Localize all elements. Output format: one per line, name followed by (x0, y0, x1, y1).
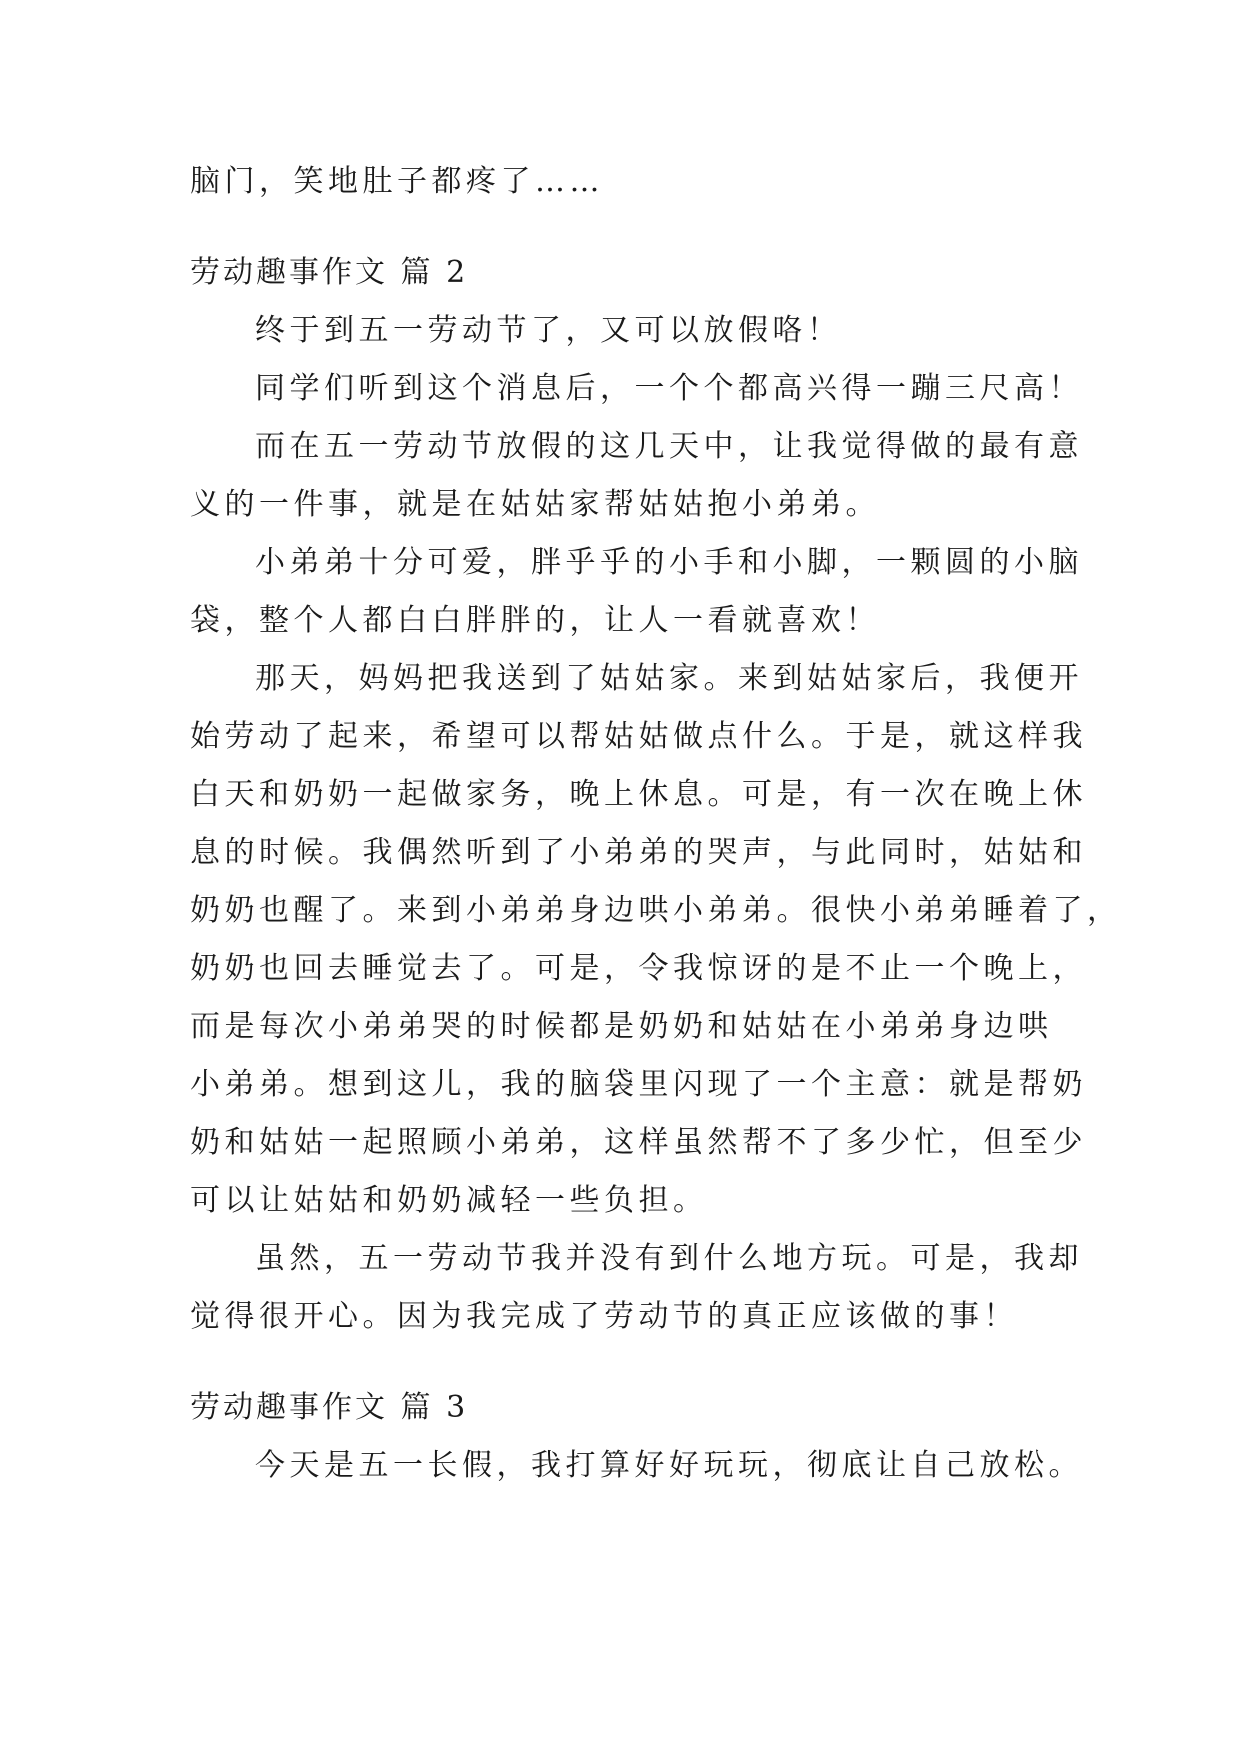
paragraph-line: 息的时候。我偶然听到了小弟弟的哭声，与此同时，姑姑和 (190, 835, 1087, 870)
paragraph-line: 袋，整个人都白白胖胖的，让人一看就喜欢！ (190, 603, 880, 638)
paragraph-line: 今天是五一长假，我打算好好玩玩，彻底让自己放松。 (255, 1448, 1083, 1483)
section-title-2: 劳动趣事作文 篇 2 (190, 255, 469, 290)
paragraph-line: 小弟弟十分可爱，胖乎乎的小手和小脚，一颗圆的小脑 (255, 545, 1083, 580)
paragraph-line: 奶和姑姑一起照顾小弟弟，这样虽然帮不了多少忙，但至少 (190, 1125, 1087, 1160)
paragraph-line: 那天，妈妈把我送到了姑姑家。来到姑姑家后，我便开 (255, 661, 1083, 696)
paragraph-line: 同学们听到这个消息后，一个个都高兴得一蹦三尺高！ (255, 371, 1083, 406)
paragraph-line: 而在五一劳动节放假的这几天中，让我觉得做的最有意 (255, 429, 1083, 464)
paragraph-line: 虽然，五一劳动节我并没有到什么地方玩。可是，我却 (255, 1241, 1083, 1276)
paragraph-line: 白天和奶奶一起做家务，晚上休息。可是，有一次在晚上休 (190, 777, 1087, 812)
paragraph-line: 奶奶也醒了。来到小弟弟身边哄小弟弟。很快小弟弟睡着了， (190, 893, 1122, 928)
paragraph-line: 奶奶也回去睡觉去了。可是，令我惊讶的是不止一个晚上， (190, 951, 1087, 986)
paragraph-line: 终于到五一劳动节了，又可以放假咯！ (255, 313, 842, 348)
paragraph-line: 始劳动了起来，希望可以帮姑姑做点什么。于是，就这样我 (190, 719, 1087, 754)
paragraph-line: 觉得很开心。因为我完成了劳动节的真正应该做的事！ (190, 1299, 1018, 1334)
paragraph-line: 可以让姑姑和奶奶减轻一些负担。 (190, 1183, 708, 1218)
paragraph-continuation: 脑门，笑地肚子都疼了…… (190, 164, 604, 199)
paragraph-line: 小弟弟。想到这儿，我的脑袋里闪现了一个主意：就是帮奶 (190, 1067, 1087, 1102)
section-title-3: 劳动趣事作文 篇 3 (190, 1390, 469, 1425)
paragraph-line: 义的一件事，就是在姑姑家帮姑姑抱小弟弟。 (190, 487, 880, 522)
paragraph-line: 而是每次小弟弟哭的时候都是奶奶和姑姑在小弟弟身边哄 (190, 1009, 1053, 1044)
